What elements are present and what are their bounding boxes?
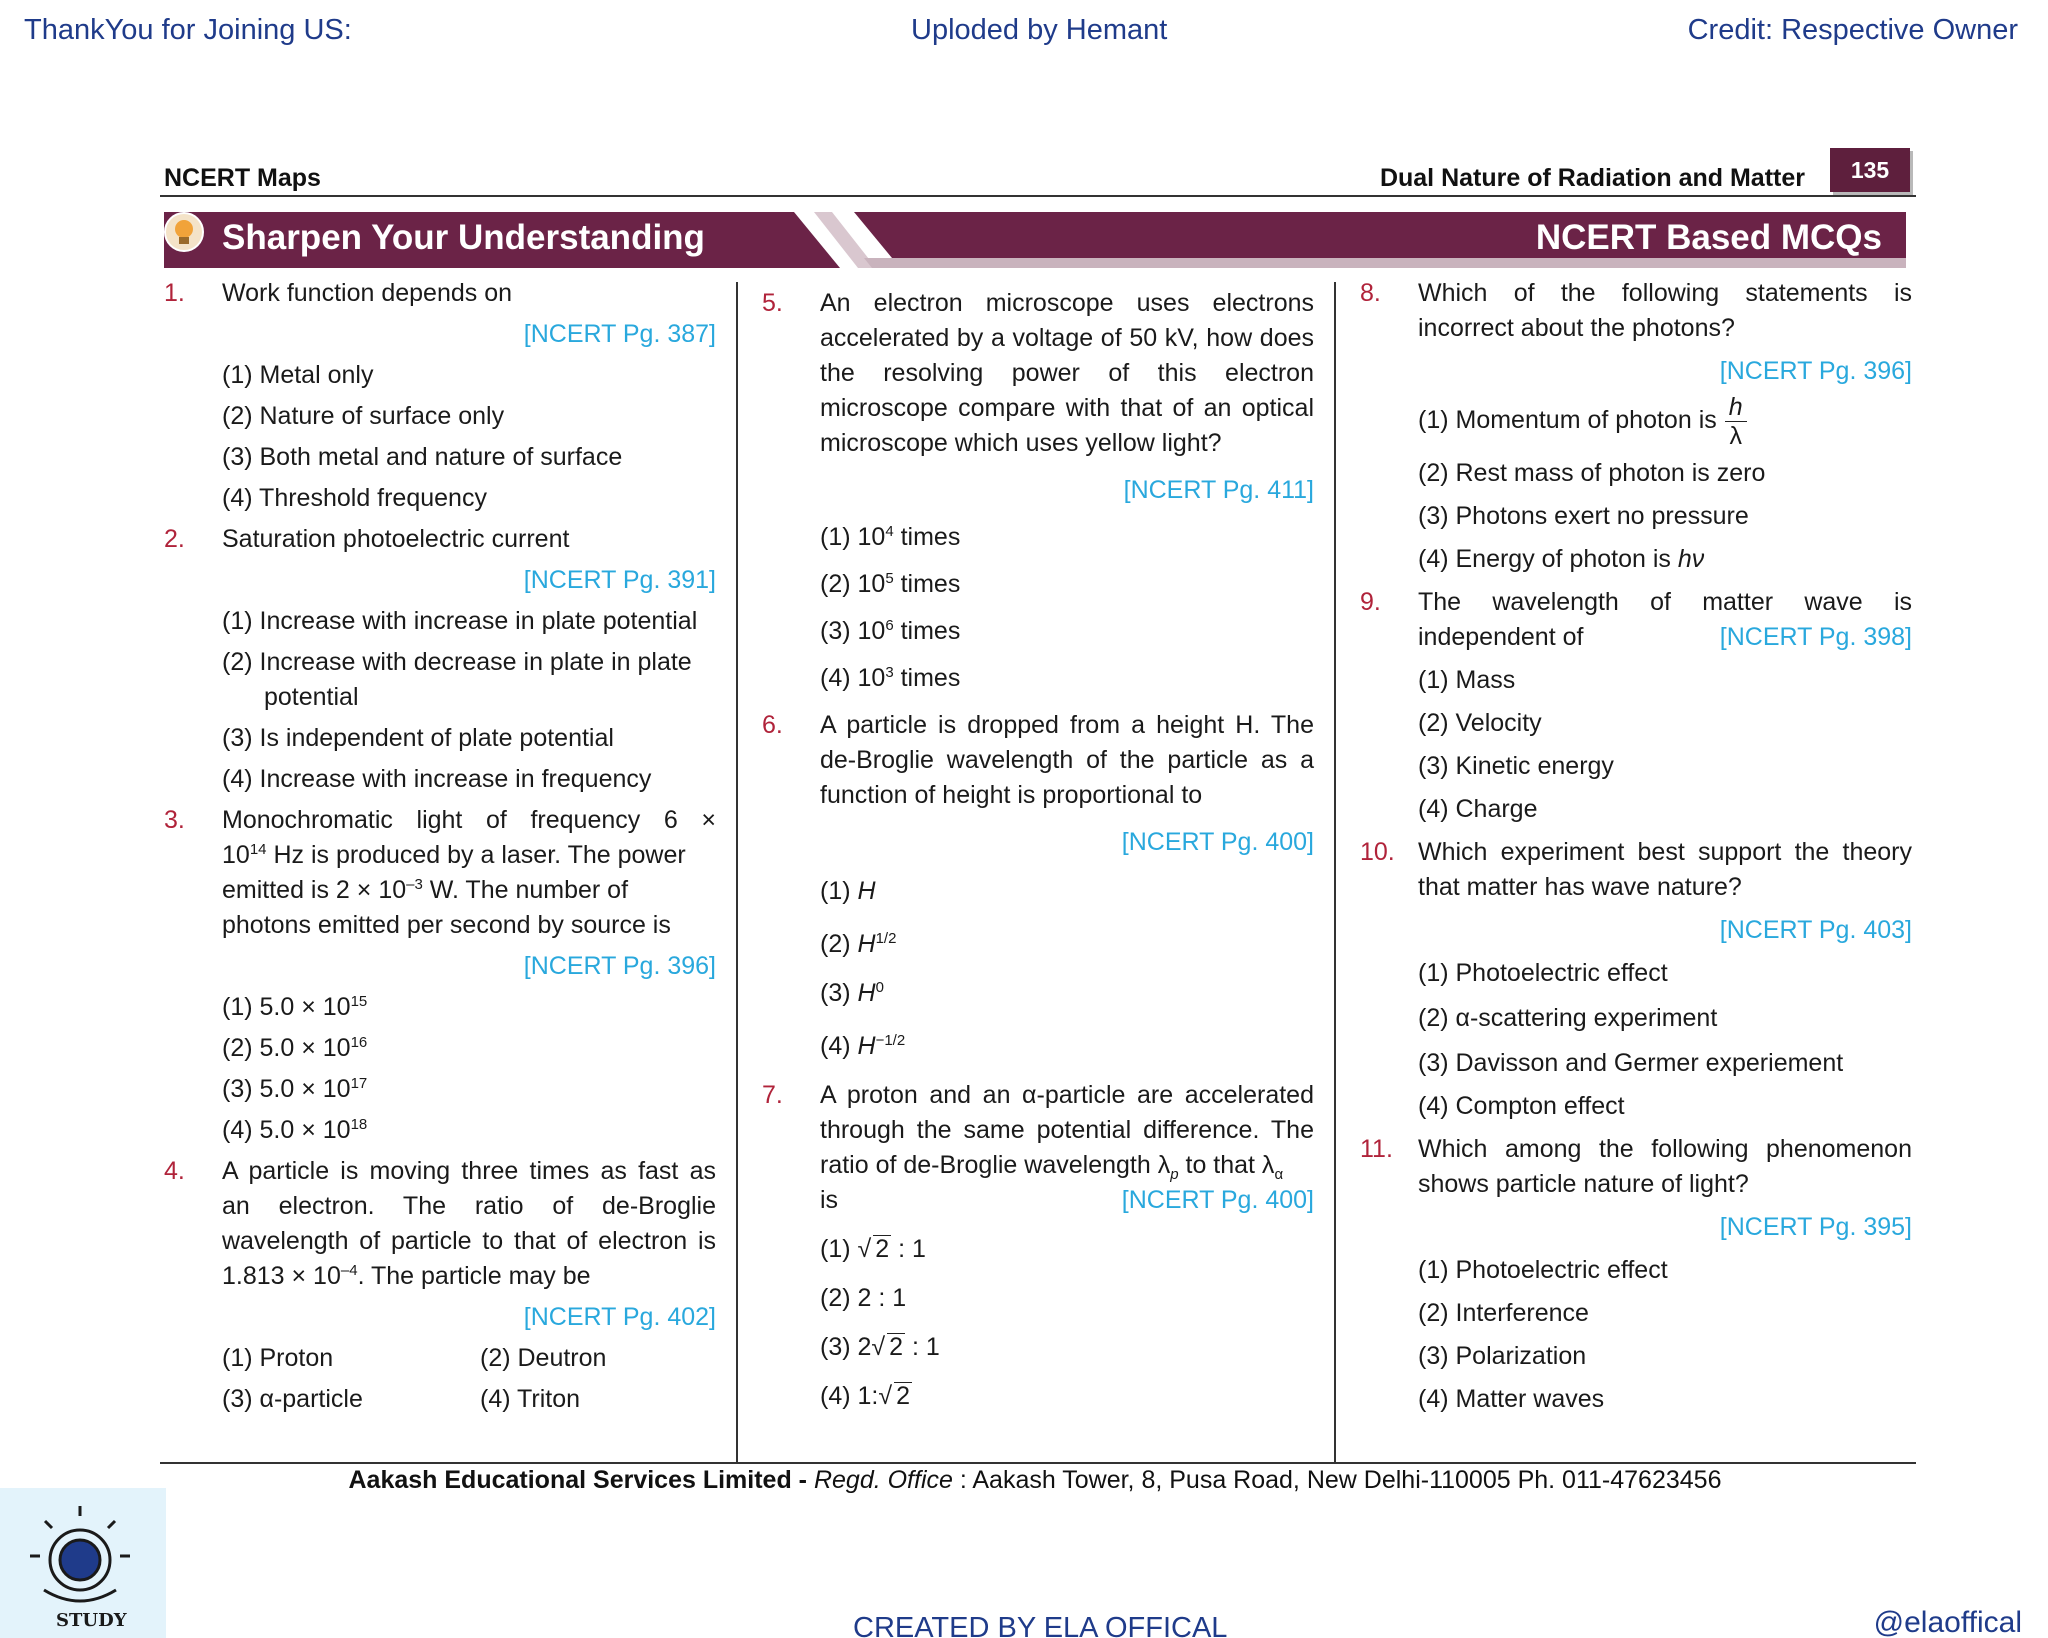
logo bbox=[0, 1488, 166, 1638]
option-label: (3) bbox=[820, 979, 851, 1007]
question-text: Work function depends on bbox=[222, 279, 513, 307]
ncert-reference: [NCERT Pg. 400] bbox=[1121, 1186, 1314, 1214]
option bbox=[164, 1031, 716, 1066]
option-text: (3) 5.0 × 10 bbox=[222, 1075, 351, 1103]
variable: H bbox=[857, 979, 876, 1007]
question-text: Which experiment best support the theory that matter has wave nature? bbox=[1418, 838, 1912, 901]
fraction bbox=[1725, 393, 1747, 450]
option: (3) Photons exert no pressure bbox=[1418, 502, 1749, 530]
ncert-reference: [NCERT Pg. 391] bbox=[523, 566, 716, 594]
option: (3) Polarization bbox=[1418, 1342, 1587, 1370]
question-number: 2. bbox=[164, 525, 185, 553]
option: (1) Photoelectric effect bbox=[1418, 959, 1668, 987]
ncert-reference: [NCERT Pg. 400] bbox=[1121, 828, 1314, 856]
exponent: 18 bbox=[350, 1116, 368, 1133]
logo-text: STUDY bbox=[56, 1610, 127, 1631]
subscript: p bbox=[1170, 1166, 1179, 1183]
option: (4) Compton effect bbox=[1418, 1092, 1625, 1120]
option: (3) 2√ 2 : 1 bbox=[820, 1333, 940, 1361]
exponent: –3 bbox=[406, 876, 423, 893]
option: (3) Kinetic energy bbox=[1418, 752, 1614, 780]
watermark-top-right: Credit: Respective Owner bbox=[1687, 14, 2018, 46]
text: 1.813 × 10 bbox=[222, 1262, 341, 1290]
publisher-name: Aakash Educational Services Limited - bbox=[348, 1466, 814, 1494]
column-divider bbox=[736, 282, 738, 1462]
option bbox=[762, 976, 1314, 1011]
option: (1) Photoelectric effect bbox=[1418, 1256, 1668, 1284]
option: (1) √ 2 : 1 bbox=[820, 1235, 926, 1263]
text: to that λ bbox=[1178, 1151, 1275, 1179]
question-5 bbox=[762, 286, 1314, 461]
option: (4) 1:√ 2 bbox=[820, 1382, 910, 1410]
question-number: 10. bbox=[1360, 838, 1395, 866]
watermark-top-center: Uploded by Hemant bbox=[911, 14, 1168, 46]
exponent: 15 bbox=[350, 993, 368, 1010]
option-label: (4) bbox=[820, 1032, 851, 1060]
exponent: 0 bbox=[875, 979, 884, 996]
option: (4) Threshold frequency bbox=[222, 484, 487, 512]
column-2 bbox=[762, 286, 1314, 1414]
option-text: (4) Energy of photon is bbox=[1418, 545, 1678, 573]
question-text bbox=[820, 1078, 1314, 1183]
column-divider bbox=[1334, 282, 1336, 1462]
text: . The particle may be bbox=[357, 1262, 591, 1290]
ncert-reference: [NCERT Pg. 395] bbox=[1719, 1213, 1912, 1241]
option: (1) Metal only bbox=[222, 361, 374, 389]
option bbox=[164, 1072, 716, 1107]
variable: H bbox=[857, 1032, 876, 1060]
watermark-bottom-center: CREATED BY ELA OFFICAL bbox=[853, 1612, 1228, 1638]
option: (3) Is independent of plate potential bbox=[222, 724, 614, 752]
option-text: (4) 5.0 × 10 bbox=[222, 1116, 351, 1144]
option: (2) Interference bbox=[1418, 1299, 1589, 1327]
text: W. The number of bbox=[422, 876, 629, 904]
option bbox=[762, 520, 1314, 555]
text: is bbox=[820, 1186, 839, 1214]
option-label: (1) bbox=[820, 877, 851, 905]
watermark-bottom-right: @elaoffical bbox=[1873, 1606, 2022, 1638]
option-text: (1) 10 bbox=[820, 523, 886, 551]
exponent: 4 bbox=[885, 523, 894, 540]
option-text: (4) 10 bbox=[820, 664, 886, 692]
question-text: A particle is dropped from a height H. The de-Broglie wavelength of the particle as a function of height is proportional to bbox=[820, 711, 1314, 809]
option-text: (2) 5.0 × 10 bbox=[222, 1034, 351, 1062]
question-6 bbox=[762, 708, 1314, 813]
ncert-reference: [NCERT Pg. 387] bbox=[523, 320, 716, 348]
exponent: 14 bbox=[249, 841, 267, 858]
option-text: (1) Momentum of photon is bbox=[1418, 406, 1717, 435]
option: (2) Deutron bbox=[480, 1344, 607, 1372]
question-text-line bbox=[222, 1259, 716, 1294]
section-banner bbox=[164, 212, 1906, 268]
ncert-reference: [NCERT Pg. 411] bbox=[1123, 476, 1314, 504]
option-text: : 1 bbox=[891, 1235, 926, 1263]
column-3 bbox=[1360, 276, 1912, 1417]
radicand: 2 bbox=[889, 1333, 904, 1361]
option bbox=[1360, 542, 1912, 577]
option bbox=[164, 1113, 716, 1148]
option bbox=[762, 874, 1314, 909]
question-text-line: an electron. The ratio of de-Broglie bbox=[222, 1192, 716, 1220]
exponent: 17 bbox=[350, 1075, 368, 1092]
option-text: (2) 10 bbox=[820, 570, 886, 598]
question-text: Which of the following statements is incorrect about the photons? bbox=[1418, 279, 1912, 342]
question-number: 8. bbox=[1360, 279, 1381, 307]
option: (3) Both metal and nature of surface bbox=[222, 443, 623, 471]
watermark-top-left: ThankYou for Joining US: bbox=[24, 14, 352, 46]
numerator: h bbox=[1725, 393, 1747, 422]
option-text: times bbox=[893, 664, 961, 692]
question-9 bbox=[1360, 585, 1912, 655]
option-text: (1) 5.0 × 10 bbox=[222, 993, 351, 1021]
option bbox=[762, 661, 1314, 696]
question-1 bbox=[164, 276, 716, 311]
option-text: times bbox=[893, 523, 961, 551]
exponent: 1/2 bbox=[875, 930, 897, 947]
office-address: : Aakash Tower, 8, Pusa Road, New Delhi-110005 Ph. 011-47623456 bbox=[952, 1466, 1722, 1494]
question-number: 9. bbox=[1360, 588, 1381, 616]
option: (4) Charge bbox=[1418, 795, 1538, 823]
option-row bbox=[164, 1382, 716, 1417]
option: (4) Matter waves bbox=[1418, 1385, 1605, 1413]
ncert-reference: [NCERT Pg. 398] bbox=[1719, 623, 1912, 651]
option: (1) Mass bbox=[1418, 666, 1516, 694]
question-text-line bbox=[222, 873, 716, 908]
option bbox=[164, 990, 716, 1025]
banner-title-left: Sharpen Your Understanding bbox=[222, 218, 705, 257]
running-header-book: NCERT Maps bbox=[164, 164, 321, 192]
question-number: 11. bbox=[1360, 1135, 1393, 1163]
question-4 bbox=[164, 1154, 716, 1294]
exponent: 3 bbox=[885, 664, 894, 681]
option bbox=[762, 567, 1314, 602]
exponent: 5 bbox=[885, 570, 894, 587]
question-10 bbox=[1360, 835, 1912, 905]
option-text: times bbox=[893, 617, 961, 645]
text: Hz is produced by a laser. The power bbox=[266, 841, 686, 869]
page-number: 135 bbox=[1830, 148, 1910, 192]
text: A proton and an α-particle are accelerated through the same potential difference. The ratio of de-Broglie wavelength λ bbox=[820, 1081, 1314, 1179]
question-text: Which among the following phenomenon shows particle nature of light? bbox=[1418, 1135, 1912, 1198]
question-number: 4. bbox=[164, 1157, 185, 1185]
option: (1) Increase with increase in plate potential bbox=[222, 607, 698, 635]
option-label: (1) bbox=[820, 1235, 851, 1263]
text: independent of bbox=[1418, 623, 1584, 651]
banner-title-right: NCERT Based MCQs bbox=[1535, 218, 1882, 257]
variable: H bbox=[857, 877, 876, 905]
question-8 bbox=[1360, 276, 1912, 346]
option-label: (3) 2 bbox=[820, 1333, 872, 1361]
question-11 bbox=[1360, 1132, 1912, 1202]
question-text-line: wavelength of particle to that of electron is bbox=[222, 1227, 716, 1255]
option-text: : 1 bbox=[905, 1333, 940, 1361]
exponent: −1/2 bbox=[875, 1032, 906, 1049]
question-text: An electron microscope uses electrons accelerated by a voltage of 50 kV, how does the resolving power of this electron microscope compare with that of an optical microscope which uses yellow light? bbox=[820, 289, 1314, 457]
footer-rule bbox=[160, 1462, 1916, 1464]
exponent: 16 bbox=[350, 1034, 368, 1051]
option: (3) Davisson and Germer experiement bbox=[1418, 1049, 1844, 1077]
text: emitted is 2 × 10 bbox=[222, 876, 407, 904]
column-1 bbox=[164, 276, 716, 1417]
option-text: times bbox=[893, 570, 961, 598]
option-label: (4) 1: bbox=[820, 1382, 879, 1410]
radicand: 2 bbox=[875, 1235, 890, 1263]
variable: hν bbox=[1677, 545, 1705, 573]
question-text-line: photons emitted per second by source is bbox=[222, 911, 671, 939]
option: (3) α-particle bbox=[222, 1385, 363, 1413]
office-label: Regd. Office bbox=[813, 1466, 953, 1494]
ncert-reference: [NCERT Pg. 396] bbox=[1719, 357, 1912, 385]
option: (2) Rest mass of photon is zero bbox=[1418, 459, 1766, 487]
question-text-line: Monochromatic light of frequency 6 × bbox=[222, 806, 716, 834]
subscript: α bbox=[1274, 1166, 1284, 1183]
question-number: 3. bbox=[164, 806, 185, 834]
option bbox=[762, 927, 1314, 962]
option bbox=[762, 614, 1314, 649]
lightbulb-icon bbox=[164, 212, 204, 252]
running-header-chapter: Dual Nature of Radiation and Matter bbox=[1379, 164, 1805, 192]
denominator: λ bbox=[1729, 422, 1742, 450]
question-number: 7. bbox=[762, 1081, 783, 1109]
radicand: 2 bbox=[896, 1382, 910, 1410]
exponent: –4 bbox=[340, 1262, 358, 1279]
option: (4) Increase with increase in frequency bbox=[222, 765, 652, 793]
option: (4) Triton bbox=[480, 1385, 581, 1413]
option-text: (3) 10 bbox=[820, 617, 886, 645]
variable: H bbox=[857, 930, 876, 958]
question-text: Saturation photoelectric current bbox=[222, 525, 570, 553]
question-text-line bbox=[820, 1183, 1314, 1218]
question-number: 1. bbox=[164, 279, 185, 307]
ncert-reference: [NCERT Pg. 403] bbox=[1719, 916, 1912, 944]
question-7 bbox=[762, 1078, 1314, 1218]
question-number: 5. bbox=[762, 289, 783, 317]
question-number: 6. bbox=[762, 711, 783, 739]
option: (2) 2 : 1 bbox=[820, 1284, 907, 1312]
option-row bbox=[164, 1341, 716, 1376]
question-2 bbox=[164, 522, 716, 557]
exponent: 6 bbox=[885, 617, 894, 634]
ncert-reference: [NCERT Pg. 396] bbox=[523, 952, 716, 980]
question-text-line: The wavelength of matter wave is bbox=[1418, 588, 1912, 616]
option: (2) Velocity bbox=[1418, 709, 1542, 737]
text: 10 bbox=[222, 841, 250, 869]
option: (2) Increase with decrease in plate in plate bbox=[222, 648, 692, 676]
header-rule bbox=[160, 195, 1916, 197]
option bbox=[1360, 393, 1912, 450]
bulb-logo-icon bbox=[0, 1488, 166, 1638]
ncert-reference: [NCERT Pg. 402] bbox=[523, 1303, 716, 1331]
question-3 bbox=[164, 803, 716, 943]
question-text-line bbox=[1418, 620, 1912, 655]
option-label: (2) bbox=[820, 930, 851, 958]
publisher-footer bbox=[164, 1466, 1906, 1495]
question-text-line bbox=[222, 838, 716, 873]
option bbox=[762, 1029, 1314, 1064]
option: (1) Proton bbox=[222, 1344, 334, 1372]
question-text-line: A particle is moving three times as fast as bbox=[222, 1157, 716, 1185]
option: (2) Nature of surface only bbox=[222, 402, 505, 430]
option-continued: potential bbox=[264, 683, 359, 711]
option: (2) α-scattering experiment bbox=[1418, 1004, 1718, 1032]
